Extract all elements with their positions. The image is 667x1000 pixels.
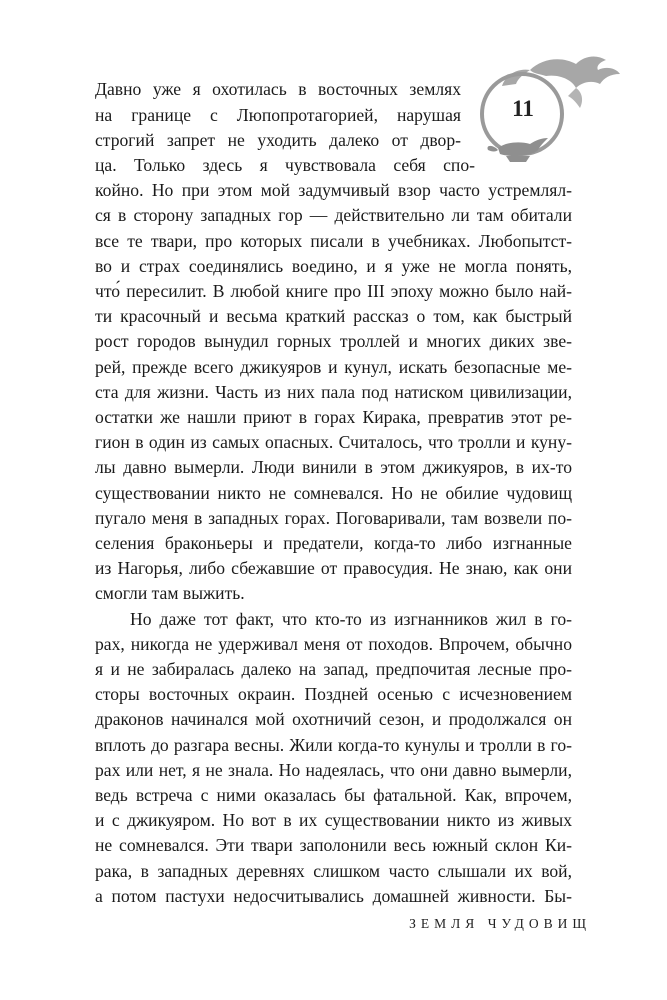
text-line: койно. Но при этом мой задумчивый взор часто устремлял- [95, 180, 572, 200]
text-line: строгий запрет не уходить далеко от двор- [95, 130, 461, 150]
text-line: рака, в западных деревнях слишком часто слышали их вой, [95, 861, 572, 881]
text-line: ца. Только здесь я чувствовала себя спо- [95, 155, 475, 175]
text-line: ста для жизни. Часть из них пала под натиском цивилизации, [95, 382, 572, 402]
chapter-number: 11 [512, 96, 534, 121]
text-line: на границе с Люпопротагорией, нарушая [95, 105, 461, 125]
text-line: Давно уже я охотилась в восточных землях [95, 79, 461, 99]
text-line: а потом пастухи недосчитывались домашней живности. Бы- [95, 886, 572, 906]
text-line: остатки же нашли приют в горах Кирака, превратив этот ре- [95, 407, 572, 427]
text-line: сторы восточных окраин. Поздней осенью с исчезновением [95, 684, 572, 704]
text-line: существовании никто не сомневался. Но не обилие чудовищ [95, 483, 572, 503]
text-line: смогли там выжить. [95, 583, 245, 603]
text-line: рах, никогда не удерживал меня от походов. Впрочем, обычно [95, 634, 572, 654]
text-line: вплоть до разгара весны. Жили когда-то кунулы и тролли в го- [95, 735, 572, 755]
text-line: пугало меня в западных горах. Поговаривали, там возвели по- [95, 508, 572, 528]
text-line: что́ пересилит. В любой книге про III эпоху можно было най- [95, 281, 572, 301]
text-line: из Нагорья, либо сбежавшие от правосудия. Не знаю, как они [95, 558, 572, 578]
text-line: рах или нет, я не знала. Но надеялась, что они давно вымерли, [95, 760, 572, 780]
text-line: все те твари, про которых писали в учебниках. Любопытст- [95, 231, 572, 251]
text-line: гион в один из самых опасных. Считалось, что тролли и куну- [95, 432, 572, 452]
text-line: не сомневался. Эти твари заполонили весь южный склон Ки- [95, 835, 572, 855]
text-line: лы давно вымерли. Люди винили в этом джикуяров, в их-то [95, 457, 572, 477]
running-footer-title: ЗЕМЛЯ ЧУДОВИЩ [409, 916, 591, 931]
text-line: Но даже тот факт, что кто-то из изгнанников жил в го- [130, 609, 572, 629]
text-line: ся в сторону западных гор — действительно ли там обитали [95, 205, 572, 225]
text-line: я и не забиралась далеко на запад, предпочитая лесные про- [95, 659, 572, 679]
text-line: ведь встреча с ними оказалась бы фатальной. Как, впрочем, [95, 785, 572, 805]
text-line: во и страх соединялись воедино, и я уже не могла понять, [95, 256, 572, 276]
text-line: драконов начинался мой охотничий сезон, и продолжался он [95, 709, 572, 729]
text-line: рост городов вынудил горных троллей и многих диких зве- [95, 331, 572, 351]
text-line: ти красочный и весьма краткий рассказ о том, как быстрый [95, 306, 572, 326]
text-line: рей, прежде всего джикуяров и кунул, искать безопасные ме- [95, 357, 572, 377]
text-line: и с джикуяром. Но вот в их существовании никто из живых [95, 810, 572, 830]
text-line: селения браконьеры и предатели, когда-то либо изгнанные [95, 533, 572, 553]
